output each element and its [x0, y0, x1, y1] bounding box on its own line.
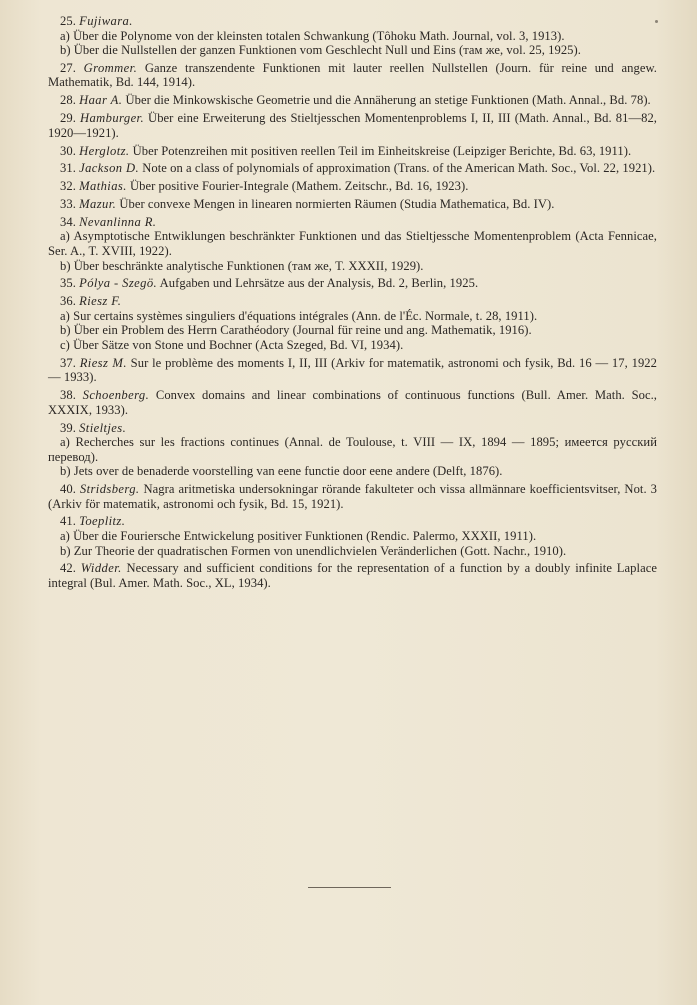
reference-subitem: a) Sur certains systèmes singuliers d'équations intégrales (Ann. de l'Éc. Normale, t. 28, 1911). — [60, 308, 538, 323]
reference-text: Sur le problème des moments I, II, III (Arkiv for matematik, astronomi och fysik, Bd. 16 — 17, 1922 — 1933). — [48, 355, 657, 385]
reference-author: Nevanlinna R. — [79, 214, 157, 229]
reference-text: Über positive Fourier-Integrale (Mathem. Zeitschr., Bd. 16, 1923). — [126, 179, 469, 194]
reference-head — [48, 161, 657, 176]
reference-author: Hamburger. — [79, 111, 145, 126]
reference-text: Über die Minkowskische Geometrie und die Annäherung an stetige Funktionen (Math. Annal., Bd. 78). — [122, 93, 651, 108]
reference-number: 33. — [60, 197, 76, 212]
reference-author: Schoenberg. — [82, 388, 150, 403]
reference-head — [48, 561, 657, 590]
reference-entry — [48, 161, 657, 176]
reference-entry — [48, 144, 657, 159]
reference-entry — [48, 482, 657, 511]
reference-number: 25. — [60, 14, 76, 28]
reference-number: 29. — [60, 111, 76, 126]
reference-author: Pólya - Szegö. — [79, 276, 158, 291]
reference-entry — [48, 421, 657, 479]
end-rule — [308, 887, 391, 888]
reference-text: Necessary and sufficient conditions for the representation of a function by a doubly infinite Laplace integral (Bul. Amer. Math. Soc., XL, 1934). — [48, 561, 657, 590]
reference-entry — [48, 197, 657, 212]
reference-number: 39. — [60, 420, 76, 435]
reference-subitem: a) Asymptotische Entwiklungen beschränkter Funktionen und das Stieltjessche Momentenproblem (Acta Fennicae, Ser. A., T. XVIII, 1922). — [48, 229, 657, 259]
reference-subitem: b) Zur Theorie der quadratischen Formen von unendlichvielen Veränderlichen (Gott. Nachr., 1910). — [60, 543, 567, 558]
reference-author: Mazur. — [79, 197, 117, 212]
reference-author: Fujiwara. — [79, 14, 133, 28]
reference-entry — [48, 388, 657, 417]
reference-head — [48, 14, 657, 29]
reference-number: 30. — [60, 143, 76, 158]
reference-entry — [48, 276, 657, 291]
reference-number: 36. — [60, 294, 76, 309]
reference-number: 40. — [60, 482, 76, 497]
reference-subitem: b) Über die Nullstellen der ganzen Funktionen vom Geschlecht Null und Eins (там же, vol. 25, 1925). — [60, 43, 581, 58]
reference-author: Riesz F. — [79, 294, 122, 309]
reference-head — [48, 179, 657, 194]
reference-head — [48, 388, 657, 417]
paper-speck — [655, 20, 658, 23]
reference-entry — [48, 561, 657, 590]
reference-subitem: c) Über Sätze von Stone und Bochner (Acta Szeged, Bd. VI, 1934). — [60, 337, 404, 352]
reference-number: 37. — [60, 355, 76, 370]
reference-author: Mathias. — [79, 179, 127, 194]
reference-entry — [48, 111, 657, 140]
reference-subitem: a) Recherches sur les fractions continues (Annal. de Toulouse, t. VIII — IX, 1894 — 1895; имеется русский перевод). — [48, 435, 657, 464]
reference-entry — [48, 93, 657, 108]
reference-text: Über eine Erweiterung des Stieltjesschen Momentenproblems I, II, III (Math. Annal., Bd. 81—82, 1920—1921). — [48, 111, 657, 140]
reference-author: Widder. — [80, 561, 122, 576]
reference-entry — [48, 294, 657, 352]
reference-author: Herglotz. — [79, 143, 130, 158]
reference-author: Jackson D. — [79, 161, 140, 176]
reference-text: Aufgaben und Lehrsätze aus der Analysis, Bd. 2, Berlin, 1925. — [157, 276, 479, 291]
reference-head — [48, 197, 657, 212]
reference-subitem: b) Über beschränkte analytische Funktionen (там же, T. XXXII, 1929). — [60, 258, 424, 273]
reference-author: Toeplitz. — [79, 514, 126, 529]
reference-text: Über Potenzreihen mit positiven reellen Teil im Einheitskreise (Leipziger Berichte, Bd. 63, 1911). — [129, 143, 632, 158]
reference-subitem: a) Über die Fouriersche Entwickelung positiver Funktionen (Rendic. Palermo, XXXII, 1911). — [60, 528, 537, 543]
reference-head — [48, 215, 657, 230]
reference-number: 28. — [60, 93, 76, 108]
reference-number: 42. — [60, 561, 76, 576]
reference-head — [48, 356, 657, 385]
reference-entry — [48, 514, 657, 558]
reference-number: 38. — [60, 388, 76, 403]
reference-entry — [48, 356, 657, 385]
reference-head — [48, 294, 657, 309]
reference-subitem: b) Jets over de benaderde voorstelling van eene functie door eene andere (Delft, 1876). — [60, 464, 503, 479]
reference-head — [48, 276, 657, 291]
reference-number: 35. — [60, 276, 76, 291]
reference-author: Stieltjes. — [79, 420, 127, 435]
reference-text: Ganze transzendente Funktionen mit lauter reellen Nullstellen (Journ. für reine und angew. Mathematik, Bd. 144, 1914). — [48, 60, 657, 90]
reference-number: 32. — [60, 179, 76, 194]
reference-author: Stridsberg. — [79, 482, 140, 497]
reference-text: Note on a class of polynomials of approximation (Trans. of the American Math. Soc., Vol. 22, 1921). — [139, 161, 656, 176]
reference-subitem: b) Über ein Problem des Herrn Carathéodory (Journal für reine und ang. Mathematik, 1916). — [60, 323, 532, 338]
reference-head — [48, 111, 657, 140]
reference-head — [48, 421, 657, 436]
reference-number: 27. — [60, 60, 76, 75]
reference-number: 34. — [60, 214, 76, 229]
reference-text: Convex domains and linear combinations of continuous functions (Bull. Amer. Math. Soc., XXXIX, 1933). — [48, 388, 658, 417]
reference-head — [48, 482, 657, 511]
reference-number: 41. — [60, 514, 76, 529]
reference-number: 31. — [60, 161, 76, 176]
reference-head — [48, 61, 657, 90]
reference-author: Haar A. — [79, 93, 123, 108]
reference-head — [48, 514, 657, 529]
reference-entry — [48, 14, 657, 58]
reference-head — [48, 93, 657, 108]
reference-author: Riesz M. — [79, 355, 127, 370]
reference-list — [48, 14, 657, 590]
reference-text: Über convexe Mengen in linearen normierten Räumen (Studia Mathematica, Bd. IV). — [116, 197, 555, 212]
reference-author: Grommer. — [83, 60, 138, 75]
reference-text: Nagra aritmetiska undersokningar rörande fakulteter och vissa allmännare koefficientsvitser, Not. 3 (Arkiv för matematik, astronomi och fysik, Bd. 15, 1921). — [48, 482, 658, 511]
reference-entry — [48, 215, 657, 273]
reference-entry — [48, 61, 657, 90]
reference-entry — [48, 179, 657, 194]
reference-head — [48, 144, 657, 159]
reference-subitem: a) Über die Polynome von der kleinsten totalen Schwankung (Tôhoku Math. Journal, vol. 3, 1913). — [60, 28, 565, 43]
